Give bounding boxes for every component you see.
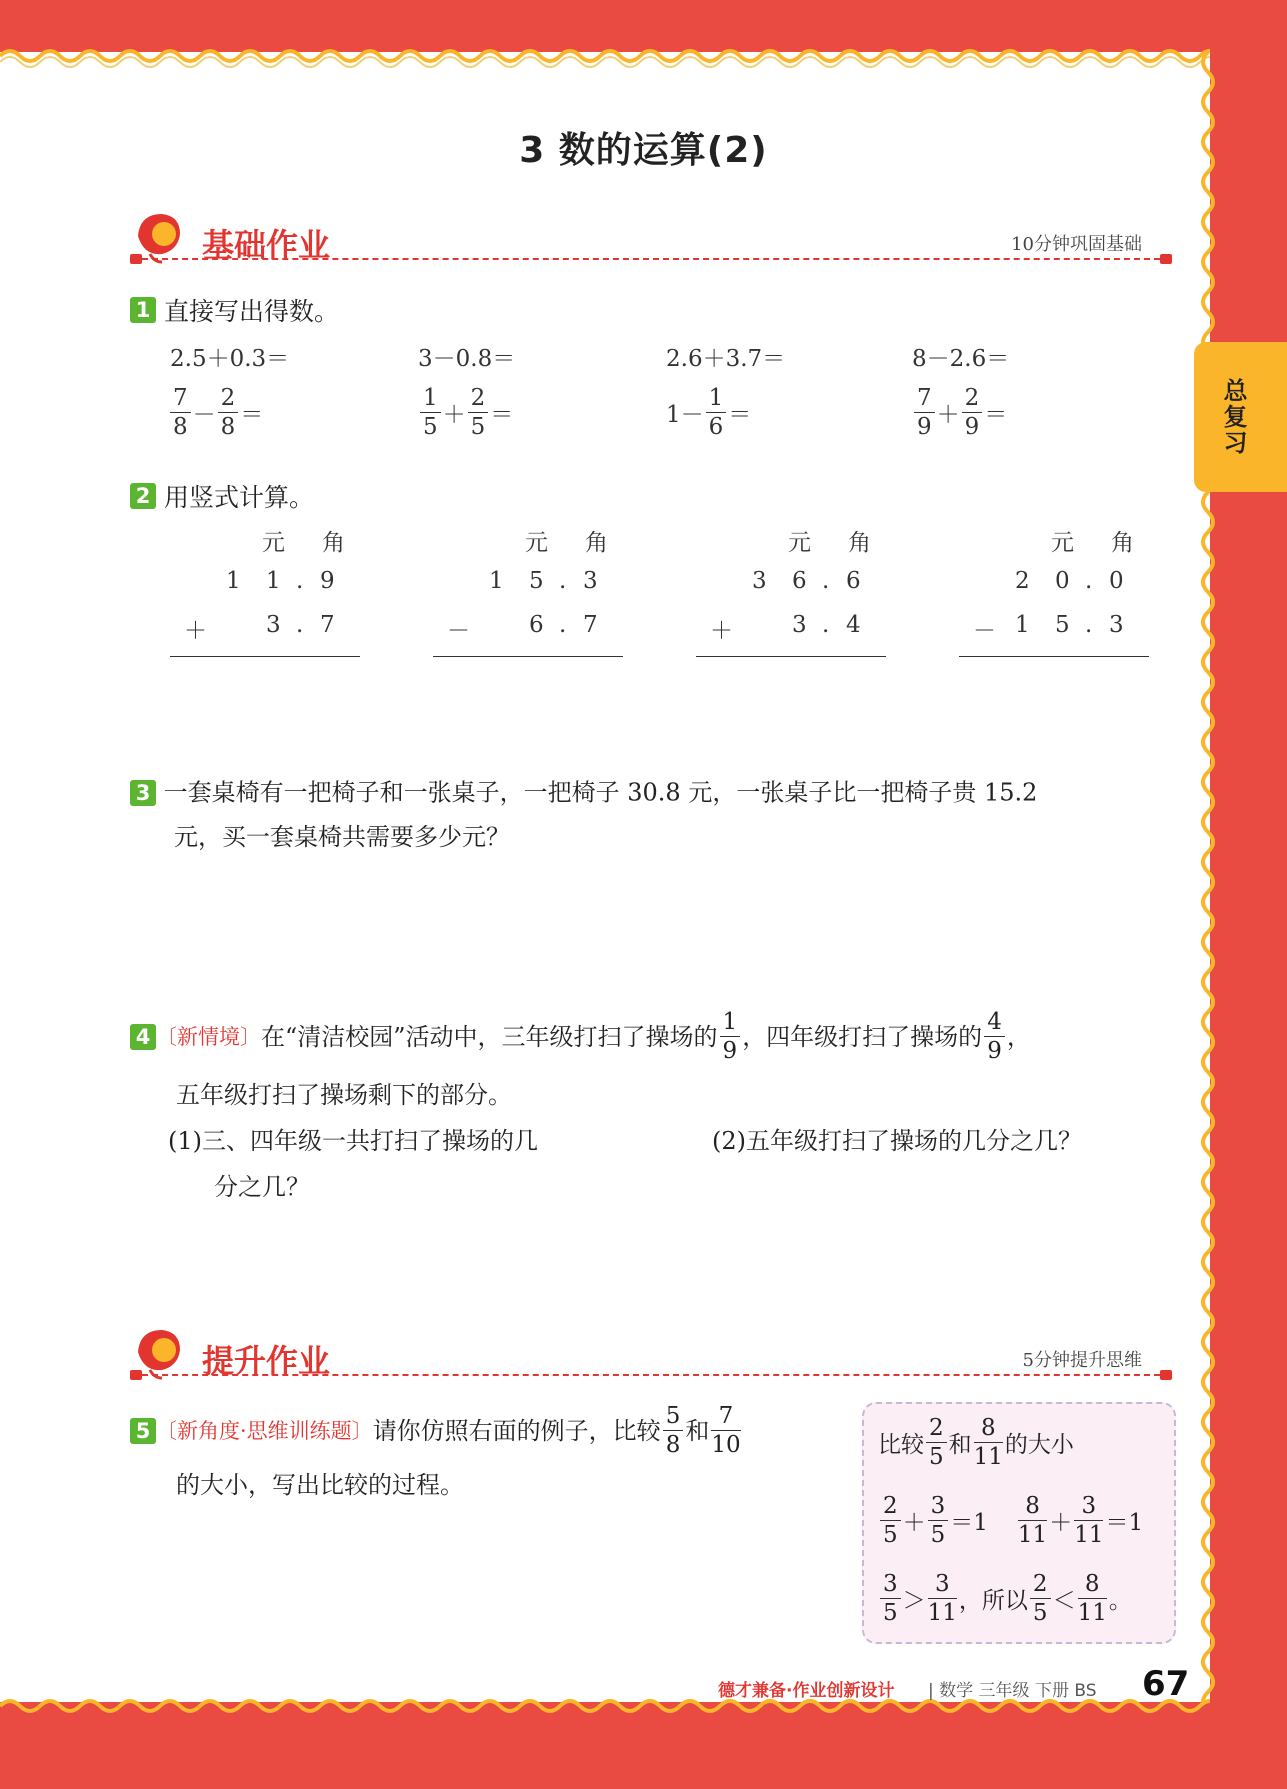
calc-item: 2.6＋3.7＝: [666, 346, 786, 372]
question-4-sub2: (2)五年级打扫了操场的几分之几？: [712, 1127, 1082, 1155]
section-advanced-label: 提升作业: [202, 1342, 331, 1380]
fraction-expression: $\frac{7}{8}$ － $\frac{2}{8}$ ＝: [168, 384, 263, 441]
footer-brand: 德才兼备·作业创新设计: [718, 1681, 895, 1701]
question-3: [130, 774, 1180, 810]
section-divider: [132, 1374, 1170, 1376]
section-advanced-note: 5分钟提升思维: [1022, 1350, 1142, 1371]
example-box: [862, 1402, 1176, 1644]
question-3-line1: 一套桌椅有一把椅子和一张桌子，一把椅子 30.8 元，一张桌子比一把椅子贵 15.2: [163, 778, 1038, 807]
page-footer: [0, 1664, 1287, 1704]
calc-item: 3－0.8＝: [418, 346, 516, 372]
calc-item: 2.5＋0.3＝: [170, 346, 290, 372]
wavy-right-border: [1196, 52, 1220, 1702]
wavy-top-border: [0, 46, 1210, 70]
section-divider: [132, 258, 1170, 260]
example-row-3: $\frac{3}{5}$ ＞ $\frac{3}{11}$ ，所以 $\frac{2}{5}$ ＜ $\frac{8}{11}$ 。: [878, 1570, 1132, 1627]
section-advanced-header: [130, 1322, 1170, 1392]
question-3-line2: 元，买一套桌椅共需要多少元？: [174, 823, 510, 851]
question-4-sub1-cont: 分之几？: [214, 1173, 310, 1201]
example-row-2: $\frac{2}{5}$ ＋ $\frac{3}{5}$ ＝1 $\frac{8}{11}$ ＋ $\frac{3}{11}$ ＝1: [878, 1492, 1143, 1549]
example-row-1: 比较 $\frac{2}{5}$ 和 $\frac{8}{11}$ 的大小: [878, 1415, 1074, 1470]
fraction-expression: $\frac{7}{9}$ ＋ $\frac{2}{9}$ ＝: [912, 384, 1007, 441]
question-5-line2: 的大小，写出比较的过程。: [176, 1471, 464, 1499]
question-title-text: 直接写出得数。: [164, 297, 340, 326]
side-tab-label: 总复习: [1219, 378, 1247, 456]
question-4-line2: 五年级打扫了操场剩下的部分。: [176, 1081, 512, 1109]
question-number: 3: [130, 780, 156, 806]
question-tag: 〔新情境〕: [156, 1024, 261, 1049]
fraction-expression: $\frac{1}{5}$ ＋ $\frac{2}{5}$ ＝: [418, 384, 513, 441]
question-number: 4: [130, 1024, 156, 1050]
fraction-expression: 1－ $\frac{1}{6}$ ＝: [666, 385, 752, 440]
question-2-title: [130, 478, 314, 514]
footer-book-info: | 数学 三年级 下册 BS: [928, 1681, 1097, 1701]
question-number: 5: [130, 1418, 156, 1444]
section-basic-label: 基础作业: [202, 226, 331, 264]
question-4-sub1: (1)三、四年级一共打扫了操场的几: [168, 1127, 538, 1155]
page-number: 67: [1142, 1664, 1190, 1704]
section-basic-header: [130, 206, 1170, 276]
question-title-text: 用竖式计算。: [164, 483, 315, 512]
question-1-title: [130, 292, 339, 328]
question-number: 2: [130, 483, 156, 509]
question-5: 5 〔新角度·思维训练题〕 请你仿照右面的例子，比较 $\frac{5}{8}$ 和 $\frac{7}{10}$: [130, 1402, 830, 1459]
section-basic-note: 10分钟巩固基础: [1011, 234, 1142, 255]
question-tag: 〔新角度·思维训练题〕: [156, 1418, 373, 1443]
question-number: 1: [130, 297, 156, 323]
page-title: 3 数的运算(2): [519, 130, 768, 171]
question-4: 4 〔新情境〕 在“清洁校园”活动中，三年级打扫了操场的 $\frac{1}{9}$ ，四年级打扫了操场的 $\frac{4}{9}$ ，: [130, 1008, 1190, 1065]
review-side-tab: [1194, 342, 1287, 492]
calc-item: 8－2.6＝: [912, 346, 1010, 372]
